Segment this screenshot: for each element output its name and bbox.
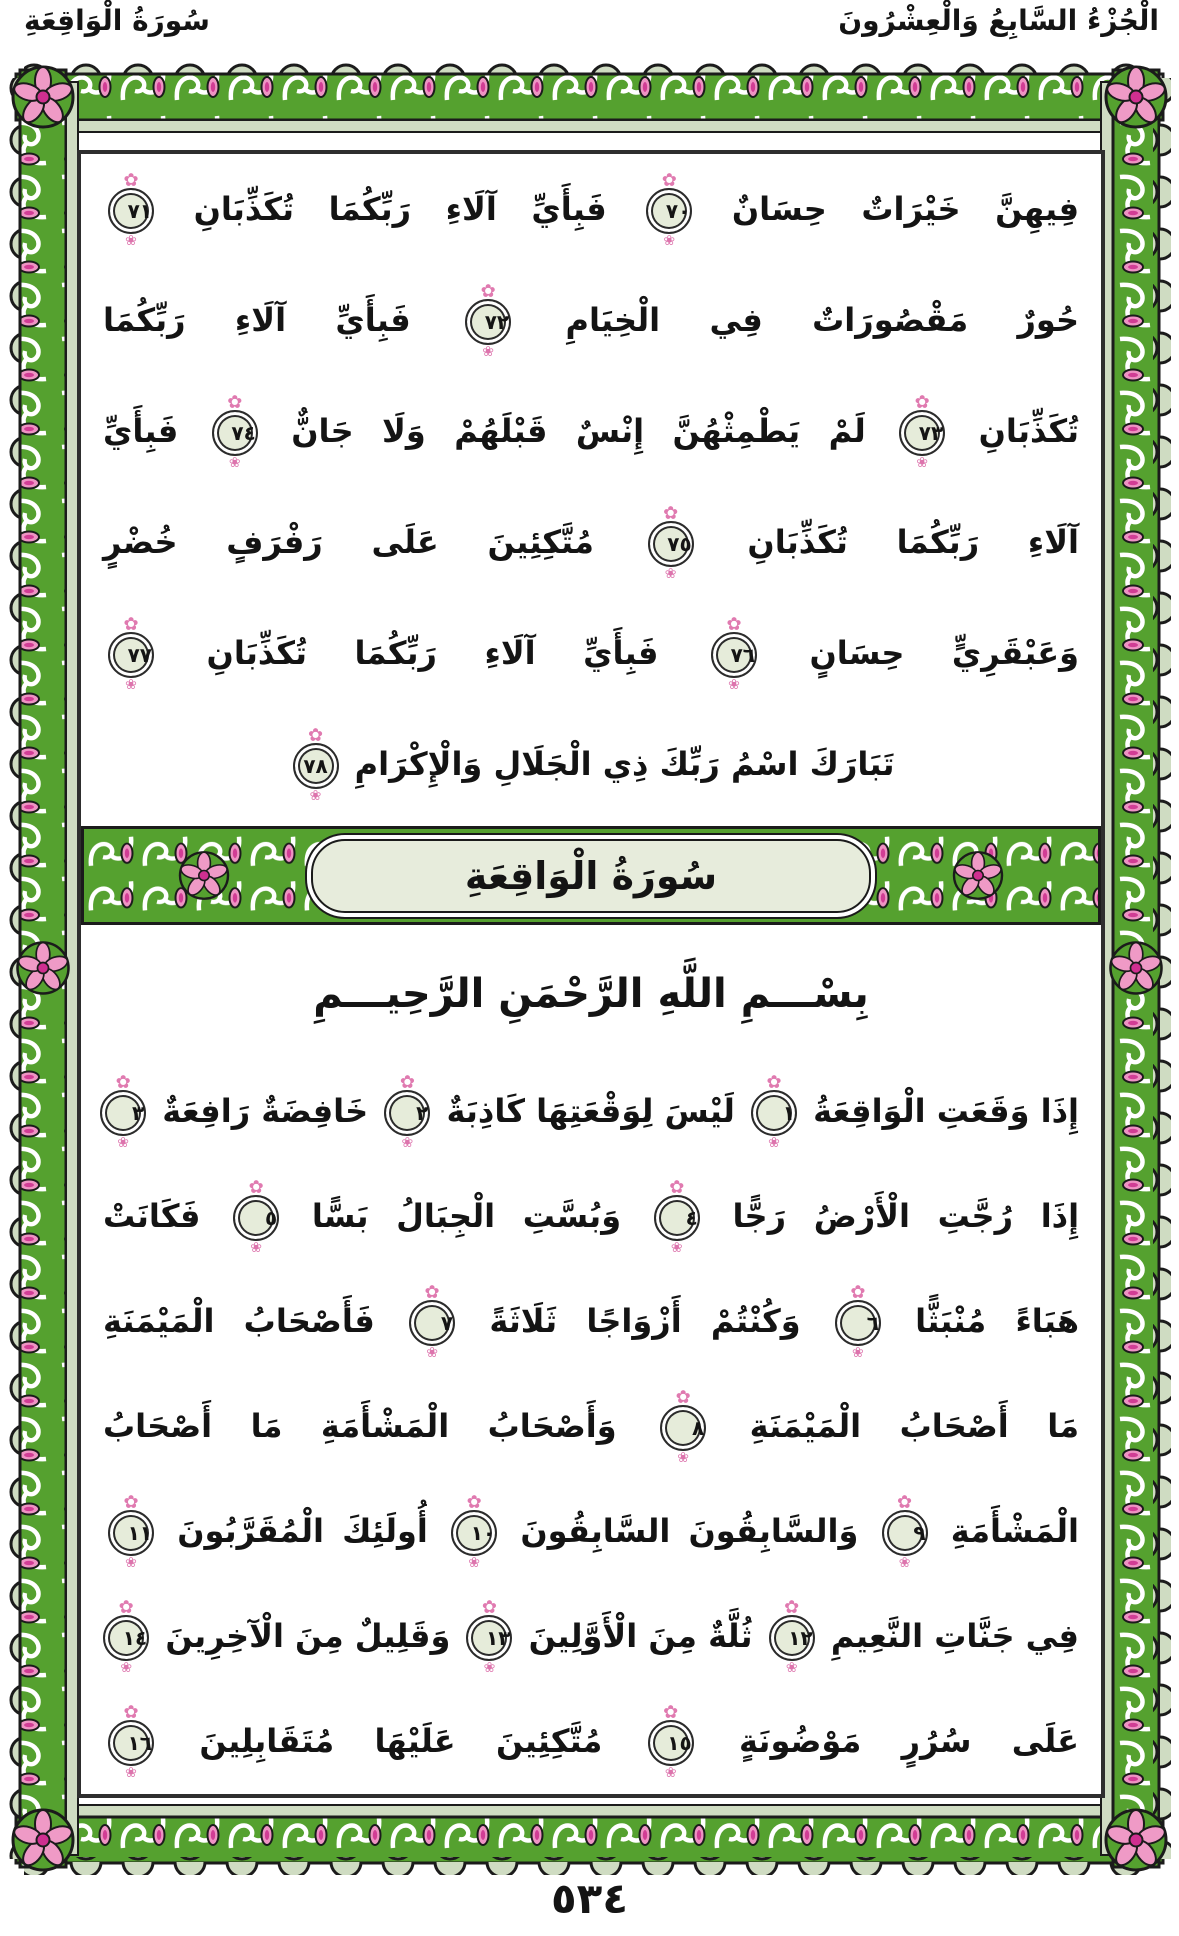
ayah-text: فِي جَنَّاتِ النَّعِيمِ [830,1617,1079,1655]
quran-line [103,487,1079,598]
ayah-end-marker [293,743,339,789]
surah-title: سُورَةُ الْوَاقِعَةِ [464,853,718,898]
ayah-text: إِذَا وَقَعَتِ الْوَاقِعَةُ [813,1092,1079,1130]
quran-line [103,1374,1079,1479]
quran-line [103,1059,1079,1164]
ayah-end-marker [882,1510,928,1556]
ayah-text: آلَاءِ رَبِّكُمَا تُكَذِّبَانِ [747,523,1080,561]
ayah-number: ٢ [416,1101,429,1125]
quran-line [103,1479,1079,1584]
ayah-number: ٧٧ [127,643,152,667]
ayah-end-marker [466,1615,512,1661]
ayah-text: فَبِأَيِّ [103,412,179,450]
ayah-number: ١١ [127,1521,152,1545]
ayah-text: مَا أَصْحَابُ الْمَيْمَنَةِ [749,1407,1080,1445]
ayah-end-marker [769,1615,815,1661]
ayah-number: ٩ [913,1521,926,1545]
ayah-number: ١ [782,1101,795,1125]
ayah-text: وَكُنْتُمْ أَزْوَاجًا ثَلَاثَةً [489,1302,801,1340]
ayah-end-marker [108,1510,154,1556]
ayah-text: خَافِضَةٌ رَافِعَةٌ [162,1092,369,1130]
quran-line [103,709,1079,820]
quran-line [103,265,1079,376]
ayah-number: ٧٢ [484,310,510,334]
ayah-number: ٤ [685,1206,698,1230]
ayah-text: مُتَّكِئِينَ عَلَى رَفْرَفٍ خُضْرٍ [103,523,594,561]
quran-line [103,1584,1079,1689]
ayah-end-marker [100,1090,146,1136]
ayah-text: وَقَلِيلٌ مِنَ الْآخِرِينَ [165,1617,451,1655]
ayah-number: ٧٤ [231,421,256,445]
ayah-number: ١٣ [486,1626,511,1650]
ayah-number: ٧ [440,1311,454,1335]
ayah-number: ٧٨ [303,754,328,778]
bismillah: بِسْـــمِ اللَّهِ الرَّحْمَنِ الرَّحِيـــمِ [313,971,869,1017]
ayah-end-marker [409,1300,455,1346]
ayah-text: عَلَى سُرُرٍ مَوْضُونَةٍ [739,1722,1080,1760]
ayah-end-marker [108,632,154,678]
running-header [0,0,1179,58]
ayah-number: ٧٣ [918,421,944,445]
surah-waqiah-lines [103,1059,1079,1794]
ayah-end-marker [835,1300,881,1346]
ayah-number: ٣ [131,1101,145,1125]
ayah-number: ٧٥ [667,532,692,556]
ayah-text: فَبِأَيِّ آلَاءِ رَبِّكُمَا تُكَذِّبَانِ [193,190,607,228]
ayah-number: ١٠ [470,1521,496,1545]
quran-line [103,1164,1079,1269]
ayah-end-marker [899,410,945,456]
ayah-end-marker [654,1195,700,1241]
page-number: ٥٣٤ [551,1874,628,1923]
ayah-number: ٧٠ [665,199,691,223]
surah-rahman-lines [103,154,1079,820]
text-area [77,150,1105,1798]
ayah-text: ثُلَّةٌ مِنَ الْأَوَّلِينَ [528,1617,753,1655]
ayah-text: وَعَبْقَرِيٍّ حِسَانٍ [809,634,1080,672]
ayah-end-marker [711,632,757,678]
ayah-text: فَأَصْحَابُ الْمَيْمَنَةِ [103,1302,375,1340]
ayah-text: أُولَئِكَ الْمُقَرَّبُونَ [177,1512,428,1550]
ayah-text: وَأَصْحَابُ الْمَشْأَمَةِ مَا أَصْحَابُ [103,1407,617,1445]
ayah-number: ٧١ [127,199,152,223]
ayah-text: تَبَارَكَ اسْمُ رَبِّكَ ذِي الْجَلَالِ وَالْإِكْرَامِ [354,745,895,783]
header-surah-name: سُورَةُ الْوَاقِعَةِ [24,4,210,37]
ayah-text: فِيهِنَّ خَيْرَاتٌ حِسَانٌ [731,190,1080,228]
ayah-end-marker [465,299,511,345]
quran-line [103,1689,1079,1794]
ayah-end-marker [233,1195,279,1241]
quran-line [103,598,1079,709]
ayah-end-marker [103,1615,149,1661]
ayah-end-marker [660,1405,706,1451]
ayah-number: ١٥ [667,1731,692,1755]
ayah-number: ٥ [264,1206,278,1230]
ayah-end-marker [646,188,692,234]
ayah-text: فَبِأَيِّ آلَاءِ رَبِّكُمَا [103,301,411,339]
ayah-text: مُتَّكِئِينَ عَلَيْهَا مُتَقَابِلِينَ [199,1722,603,1760]
ayah-end-marker [451,1510,497,1556]
ayah-end-marker [648,521,694,567]
ayah-text: هَبَاءً مُنْبَثًّا [915,1302,1080,1340]
ayah-text: لَمْ يَطْمِثْهُنَّ إِنْسٌ قَبْلَهُمْ وَلَا جَانٌّ [291,412,866,450]
quran-line [103,376,1079,487]
ayah-number: ١٦ [127,1731,152,1755]
ayah-number: ٦ [866,1311,879,1335]
ayah-text: الْمَشْأَمَةِ [950,1512,1080,1550]
ayah-text: فَكَانَتْ [103,1197,201,1235]
ayah-text: وَبُسَّتِ الْجِبَالُ بَسًّا [311,1197,622,1235]
ayah-text: تُكَذِّبَانِ [978,412,1080,450]
ayah-number: ١٤ [122,1626,148,1650]
surah-title-banner [81,826,1101,925]
ayah-end-marker [108,188,154,234]
ayah-text: وَالسَّابِقُونَ السَّابِقُونَ [520,1512,859,1550]
ayah-text: فَبِأَيِّ آلَاءِ رَبِّكُمَا تُكَذِّبَانِ [206,634,659,672]
ayah-number: ٨ [691,1416,705,1440]
ayah-text: إِذَا رُجَّتِ الْأَرْضُ رَجًّا [732,1197,1080,1235]
ayah-number: ٧٦ [730,643,755,667]
ayah-text: لَيْسَ لِوَقْعَتِهَا كَاذِبَةٌ [446,1092,735,1130]
ayah-end-marker [212,410,258,456]
ayah-number: ١٢ [788,1626,813,1650]
header-juz-name: الْجُزْءُ السَّابِعُ وَالْعِشْرُونَ [838,4,1159,37]
quran-line [103,1269,1079,1374]
ayah-text: حُورٌ مَقْصُورَاتٌ فِي الْخِيَامِ [565,301,1080,339]
ayah-end-marker [648,1720,694,1766]
ayah-end-marker [751,1090,797,1136]
surah-title-cartouche [311,839,871,913]
quran-line [103,154,1079,265]
ayah-end-marker [108,1720,154,1766]
ayah-end-marker [384,1090,430,1136]
